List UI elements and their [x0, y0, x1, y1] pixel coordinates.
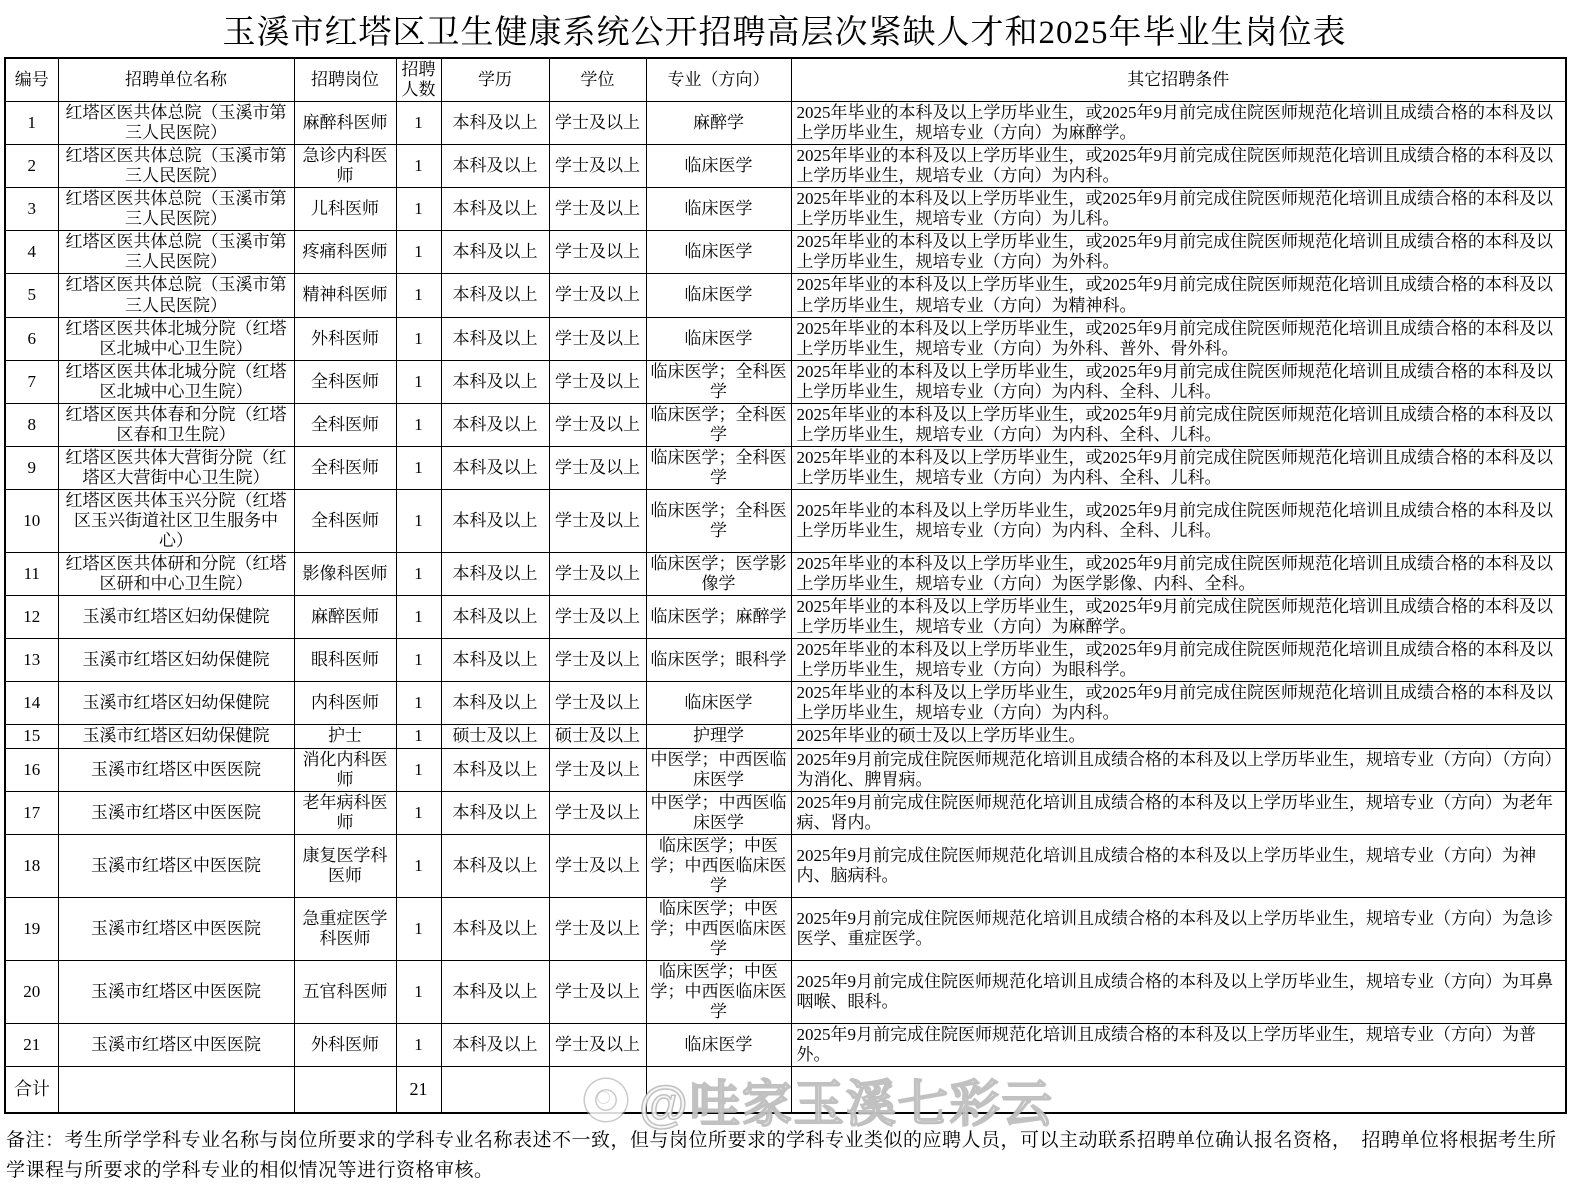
- cell-degree: 学士及以上: [549, 489, 646, 552]
- cell-position: 眼科医师: [294, 639, 396, 682]
- cell-position: 全科医师: [294, 360, 396, 403]
- cell-major: 临床医学；眼科学: [646, 639, 791, 682]
- table-row: [5, 596, 1566, 639]
- cell-position: 五官科医师: [294, 960, 396, 1023]
- cell-degree: 学士及以上: [549, 553, 646, 596]
- cell-conditions: 2025年毕业的本科及以上学历毕业生，或2025年9月前完成住院医师规范化培训且成绩合格的本科及以上学历毕业生，规培专业（方向）为麻醉学。: [791, 102, 1566, 145]
- table-row: [5, 1024, 1566, 1067]
- cell-conditions: 2025年9月前完成住院医师规范化培训且成绩合格的本科及以上学历毕业生，规培专业（方向）为老年病、肾内。: [791, 791, 1566, 834]
- cell-major: 临床医学: [646, 145, 791, 188]
- cell-education: 本科及以上: [441, 596, 549, 639]
- table-row: [5, 639, 1566, 682]
- cell-conditions: 2025年毕业的本科及以上学历毕业生，或2025年9月前完成住院医师规范化培训且成绩合格的本科及以上学历毕业生，规培专业（方向）为内科、全科、儿科。: [791, 446, 1566, 489]
- cell-major: 中医学；中西医临床医学: [646, 748, 791, 791]
- cell-position: 儿科医师: [294, 188, 396, 231]
- table-row: [5, 274, 1566, 317]
- cell-count: 1: [396, 274, 441, 317]
- cell-degree: 硕士及以上: [549, 725, 646, 748]
- cell-major: 临床医学；中医学；中西医临床医学: [646, 897, 791, 960]
- cell-conditions: 2025年毕业的本科及以上学历毕业生，或2025年9月前完成住院医师规范化培训且成绩合格的本科及以上学历毕业生，规培专业（方向）为麻醉学。: [791, 596, 1566, 639]
- column-header: 专业（方向）: [646, 58, 791, 102]
- cell-degree: 学士及以上: [549, 446, 646, 489]
- cell-position: 急重症医学科医师: [294, 897, 396, 960]
- cell-degree: 学士及以上: [549, 274, 646, 317]
- page-title: 玉溪市红塔区卫生健康系统公开招聘高层次紧缺人才和2025年毕业生岗位表: [222, 15, 1347, 51]
- cell-conditions: 2025年毕业的本科及以上学历毕业生，或2025年9月前完成住院医师规范化培训且成绩合格的本科及以上学历毕业生，规培专业（方向）为眼科学。: [791, 639, 1566, 682]
- cell-no: 13: [5, 639, 58, 682]
- cell-count: 1: [396, 791, 441, 834]
- column-header: 招聘人数: [396, 58, 441, 102]
- cell-position: 全科医师: [294, 446, 396, 489]
- cell-no: 17: [5, 791, 58, 834]
- cell-unit: 玉溪市红塔区妇幼保健院: [58, 725, 294, 748]
- cell-major: 临床医学；全科医学: [646, 403, 791, 446]
- cell-degree: 学士及以上: [549, 897, 646, 960]
- cell-unit: 红塔区医共体北城分院（红塔区北城中心卫生院）: [58, 360, 294, 403]
- cell-unit: 红塔区医共体玉兴分院（红塔区玉兴街道社区卫生服务中心）: [58, 489, 294, 552]
- table-row: [5, 188, 1566, 231]
- cell-education: 本科及以上: [441, 403, 549, 446]
- table-row: [5, 725, 1566, 748]
- total-cell-count: 21: [396, 1067, 441, 1113]
- column-header: 编号: [5, 58, 58, 102]
- cell-count: 1: [396, 725, 441, 748]
- cell-conditions: 2025年毕业的硕士及以上学历毕业生。: [791, 725, 1566, 748]
- cell-no: 6: [5, 317, 58, 360]
- cell-education: 本科及以上: [441, 553, 549, 596]
- cell-count: 1: [396, 639, 441, 682]
- cell-conditions: 2025年9月前完成住院医师规范化培训且成绩合格的本科及以上学历毕业生，规培专业（方向）为普外。: [791, 1024, 1566, 1067]
- job-table: [4, 57, 1567, 1114]
- cell-no: 16: [5, 748, 58, 791]
- cell-conditions: 2025年毕业的本科及以上学历毕业生，或2025年9月前完成住院医师规范化培训且成绩合格的本科及以上学历毕业生，规培专业（方向）为内科、全科、儿科。: [791, 360, 1566, 403]
- cell-education: 本科及以上: [441, 748, 549, 791]
- cell-no: 12: [5, 596, 58, 639]
- cell-conditions: 2025年毕业的本科及以上学历毕业生，或2025年9月前完成住院医师规范化培训且成绩合格的本科及以上学历毕业生，规培专业（方向）为内科。: [791, 682, 1566, 725]
- cell-count: 1: [396, 403, 441, 446]
- cell-major: 临床医学；中医学；中西医临床医学: [646, 960, 791, 1023]
- cell-education: 本科及以上: [441, 682, 549, 725]
- cell-unit: 玉溪市红塔区中医医院: [58, 1024, 294, 1067]
- cell-education: 本科及以上: [441, 639, 549, 682]
- cell-education: 本科及以上: [441, 102, 549, 145]
- cell-count: 1: [396, 553, 441, 596]
- cell-unit: 红塔区医共体总院（玉溪市第三人民医院）: [58, 274, 294, 317]
- cell-position: 疼痛科医师: [294, 231, 396, 274]
- total-cell-major: [646, 1067, 791, 1113]
- cell-unit: 玉溪市红塔区妇幼保健院: [58, 639, 294, 682]
- cell-conditions: 2025年9月前完成住院医师规范化培训且成绩合格的本科及以上学历毕业生，规培专业（方向）为急诊医学、重症医学。: [791, 897, 1566, 960]
- table-row: [5, 791, 1566, 834]
- cell-major: 临床医学: [646, 1024, 791, 1067]
- cell-count: 1: [396, 489, 441, 552]
- cell-unit: 玉溪市红塔区中医医院: [58, 834, 294, 897]
- table-row: [5, 748, 1566, 791]
- cell-count: 1: [396, 596, 441, 639]
- cell-major: 临床医学；麻醉学: [646, 596, 791, 639]
- cell-unit: 红塔区医共体春和分院（红塔区春和卫生院）: [58, 403, 294, 446]
- cell-count: 1: [396, 446, 441, 489]
- cell-unit: 红塔区医共体总院（玉溪市第三人民医院）: [58, 188, 294, 231]
- cell-no: 14: [5, 682, 58, 725]
- cell-unit: 玉溪市红塔区中医医院: [58, 748, 294, 791]
- cell-unit: 红塔区医共体总院（玉溪市第三人民医院）: [58, 145, 294, 188]
- cell-degree: 学士及以上: [549, 791, 646, 834]
- cell-degree: 学士及以上: [549, 639, 646, 682]
- cell-count: 1: [396, 897, 441, 960]
- cell-conditions: 2025年毕业的本科及以上学历毕业生，或2025年9月前完成住院医师规范化培训且成绩合格的本科及以上学历毕业生，规培专业（方向）为内科、全科、儿科。: [791, 489, 1566, 552]
- cell-unit: 红塔区医共体研和分院（红塔区研和中心卫生院）: [58, 553, 294, 596]
- total-row: [5, 1067, 1566, 1113]
- cell-degree: 学士及以上: [549, 102, 646, 145]
- cell-unit: 玉溪市红塔区妇幼保健院: [58, 682, 294, 725]
- cell-position: 外科医师: [294, 1024, 396, 1067]
- cell-degree: 学士及以上: [549, 682, 646, 725]
- table-row: [5, 317, 1566, 360]
- cell-unit: 玉溪市红塔区中医医院: [58, 791, 294, 834]
- cell-count: 1: [396, 1024, 441, 1067]
- cell-major: 临床医学；全科医学: [646, 360, 791, 403]
- cell-education: 本科及以上: [441, 834, 549, 897]
- cell-no: 1: [5, 102, 58, 145]
- cell-education: 本科及以上: [441, 446, 549, 489]
- cell-position: 麻醉科医师: [294, 102, 396, 145]
- cell-no: 21: [5, 1024, 58, 1067]
- cell-education: 本科及以上: [441, 317, 549, 360]
- cell-position: 外科医师: [294, 317, 396, 360]
- cell-conditions: 2025年毕业的本科及以上学历毕业生，或2025年9月前完成住院医师规范化培训且成绩合格的本科及以上学历毕业生，规培专业（方向）为外科。: [791, 231, 1566, 274]
- cell-position: 全科医师: [294, 489, 396, 552]
- table-row: [5, 102, 1566, 145]
- table-row: [5, 231, 1566, 274]
- cell-major: 临床医学；全科医学: [646, 446, 791, 489]
- cell-education: 硕士及以上: [441, 725, 549, 748]
- job-posting-page: [0, 6, 1569, 1182]
- table-body: [5, 102, 1566, 1113]
- cell-degree: 学士及以上: [549, 231, 646, 274]
- cell-no: 8: [5, 403, 58, 446]
- cell-education: 本科及以上: [441, 274, 549, 317]
- header-row: [5, 58, 1566, 102]
- cell-count: 1: [396, 102, 441, 145]
- total-cell-unit: [58, 1067, 294, 1113]
- cell-count: 1: [396, 145, 441, 188]
- cell-count: 1: [396, 188, 441, 231]
- cell-unit: 红塔区医共体大营街分院（红塔区大营街中心卫生院）: [58, 446, 294, 489]
- table-row: [5, 489, 1566, 552]
- cell-position: 急诊内科医师: [294, 145, 396, 188]
- cell-no: 9: [5, 446, 58, 489]
- cell-no: 2: [5, 145, 58, 188]
- cell-education: 本科及以上: [441, 231, 549, 274]
- cell-major: 护理学: [646, 725, 791, 748]
- cell-position: 麻醉医师: [294, 596, 396, 639]
- cell-education: 本科及以上: [441, 791, 549, 834]
- cell-degree: 学士及以上: [549, 145, 646, 188]
- cell-no: 15: [5, 725, 58, 748]
- table-row: [5, 682, 1566, 725]
- cell-major: 临床医学: [646, 231, 791, 274]
- table-row: [5, 360, 1566, 403]
- cell-count: 1: [396, 231, 441, 274]
- cell-no: 5: [5, 274, 58, 317]
- cell-unit: 红塔区医共体总院（玉溪市第三人民医院）: [58, 102, 294, 145]
- total-cell-degree: [549, 1067, 646, 1113]
- cell-position: 护士: [294, 725, 396, 748]
- total-cell-conditions: [791, 1067, 1566, 1113]
- table-row: [5, 446, 1566, 489]
- column-header: 学位: [549, 58, 646, 102]
- cell-conditions: 2025年毕业的本科及以上学历毕业生，或2025年9月前完成住院医师规范化培训且成绩合格的本科及以上学历毕业生，规培专业（方向）为内科、全科、儿科。: [791, 403, 1566, 446]
- cell-degree: 学士及以上: [549, 403, 646, 446]
- table-row: [5, 960, 1566, 1023]
- table-row: [5, 403, 1566, 446]
- table-row: [5, 553, 1566, 596]
- cell-degree: 学士及以上: [549, 188, 646, 231]
- cell-no: 3: [5, 188, 58, 231]
- cell-education: 本科及以上: [441, 1024, 549, 1067]
- cell-position: 内科医师: [294, 682, 396, 725]
- column-header: 招聘岗位: [294, 58, 396, 102]
- column-header: 其它招聘条件: [791, 58, 1566, 102]
- cell-conditions: 2025年9月前完成住院医师规范化培训且成绩合格的本科及以上学历毕业生，规培专业（方向）为神内、脑病科。: [791, 834, 1566, 897]
- cell-degree: 学士及以上: [549, 596, 646, 639]
- column-header: 招聘单位名称: [58, 58, 294, 102]
- cell-position: 全科医师: [294, 403, 396, 446]
- watermark-text: @哇家玉溪七彩云: [639, 1076, 1054, 1132]
- cell-unit: 玉溪市红塔区中医医院: [58, 960, 294, 1023]
- cell-education: 本科及以上: [441, 360, 549, 403]
- cell-major: 中医学；中西医临床医学: [646, 791, 791, 834]
- cell-degree: 学士及以上: [549, 360, 646, 403]
- cell-no: 11: [5, 553, 58, 596]
- cell-major: 临床医学: [646, 682, 791, 725]
- table-row: [5, 834, 1566, 897]
- cell-education: 本科及以上: [441, 145, 549, 188]
- cell-no: 19: [5, 897, 58, 960]
- cell-education: 本科及以上: [441, 960, 549, 1023]
- cell-conditions: 2025年毕业的本科及以上学历毕业生，或2025年9月前完成住院医师规范化培训且成绩合格的本科及以上学历毕业生，规培专业（方向）为精神科。: [791, 274, 1566, 317]
- cell-unit: 玉溪市红塔区妇幼保健院: [58, 596, 294, 639]
- cell-unit: 红塔区医共体北城分院（红塔区北城中心卫生院）: [58, 317, 294, 360]
- cell-major: 麻醉学: [646, 102, 791, 145]
- cell-no: 7: [5, 360, 58, 403]
- cell-position: 消化内科医师: [294, 748, 396, 791]
- cell-no: 4: [5, 231, 58, 274]
- cell-major: 临床医学；医学影像学: [646, 553, 791, 596]
- cell-major: 临床医学；全科医学: [646, 489, 791, 552]
- total-cell-no: 合计: [5, 1067, 58, 1113]
- cell-position: 影像科医师: [294, 553, 396, 596]
- cell-major: 临床医学: [646, 274, 791, 317]
- cell-count: 1: [396, 748, 441, 791]
- cell-no: 10: [5, 489, 58, 552]
- cell-major: 临床医学: [646, 188, 791, 231]
- cell-position: 康复医学科医师: [294, 834, 396, 897]
- cell-major: 临床医学；中医学；中西医临床医学: [646, 834, 791, 897]
- cell-education: 本科及以上: [441, 897, 549, 960]
- cell-education: 本科及以上: [441, 489, 549, 552]
- cell-conditions: 2025年9月前完成住院医师规范化培训且成绩合格的本科及以上学历毕业生，规培专业（方向）（方向）为消化、脾胃病。: [791, 748, 1566, 791]
- table-row: [5, 897, 1566, 960]
- cell-count: 1: [396, 960, 441, 1023]
- cell-degree: 学士及以上: [549, 317, 646, 360]
- column-header: 学历: [441, 58, 549, 102]
- cell-conditions: 2025年毕业的本科及以上学历毕业生，或2025年9月前完成住院医师规范化培训且成绩合格的本科及以上学历毕业生，规培专业（方向）为外科、普外、骨外科。: [791, 317, 1566, 360]
- cell-conditions: 2025年毕业的本科及以上学历毕业生，或2025年9月前完成住院医师规范化培训且成绩合格的本科及以上学历毕业生，规培专业（方向）为内科。: [791, 145, 1566, 188]
- total-cell-position: [294, 1067, 396, 1113]
- cell-education: 本科及以上: [441, 188, 549, 231]
- cell-count: 1: [396, 682, 441, 725]
- cell-conditions: 2025年毕业的本科及以上学历毕业生，或2025年9月前完成住院医师规范化培训且成绩合格的本科及以上学历毕业生，规培专业（方向）为医学影像、内科、全科。: [791, 553, 1566, 596]
- cell-no: 18: [5, 834, 58, 897]
- total-cell-education: [441, 1067, 549, 1113]
- cell-degree: 学士及以上: [549, 748, 646, 791]
- cell-degree: 学士及以上: [549, 834, 646, 897]
- cell-no: 20: [5, 960, 58, 1023]
- cell-count: 1: [396, 360, 441, 403]
- cell-unit: 玉溪市红塔区中医医院: [58, 897, 294, 960]
- table-row: [5, 145, 1566, 188]
- cell-degree: 学士及以上: [549, 960, 646, 1023]
- cell-count: 1: [396, 834, 441, 897]
- cell-major: 临床医学: [646, 317, 791, 360]
- cell-unit: 红塔区医共体总院（玉溪市第三人民医院）: [58, 231, 294, 274]
- cell-conditions: 2025年毕业的本科及以上学历毕业生，或2025年9月前完成住院医师规范化培训且成绩合格的本科及以上学历毕业生，规培专业（方向）为儿科。: [791, 188, 1566, 231]
- cell-conditions: 2025年9月前完成住院医师规范化培训且成绩合格的本科及以上学历毕业生，规培专业（方向）为耳鼻咽喉、眼科。: [791, 960, 1566, 1023]
- cell-count: 1: [396, 317, 441, 360]
- cell-position: 老年病科医师: [294, 791, 396, 834]
- cell-degree: 学士及以上: [549, 1024, 646, 1067]
- footer-note: 备注：考生所学学科专业名称与岗位所要求的学科专业名称表述不一致，但与岗位所要求的学科专业类似的应聘人员，可以主动联系招聘单位确认报名资格， 招聘单位将根据考生所学课程与所要求的学科专业的相似情况等进行资格审核。: [6, 1129, 1557, 1182]
- cell-position: 精神科医师: [294, 274, 396, 317]
